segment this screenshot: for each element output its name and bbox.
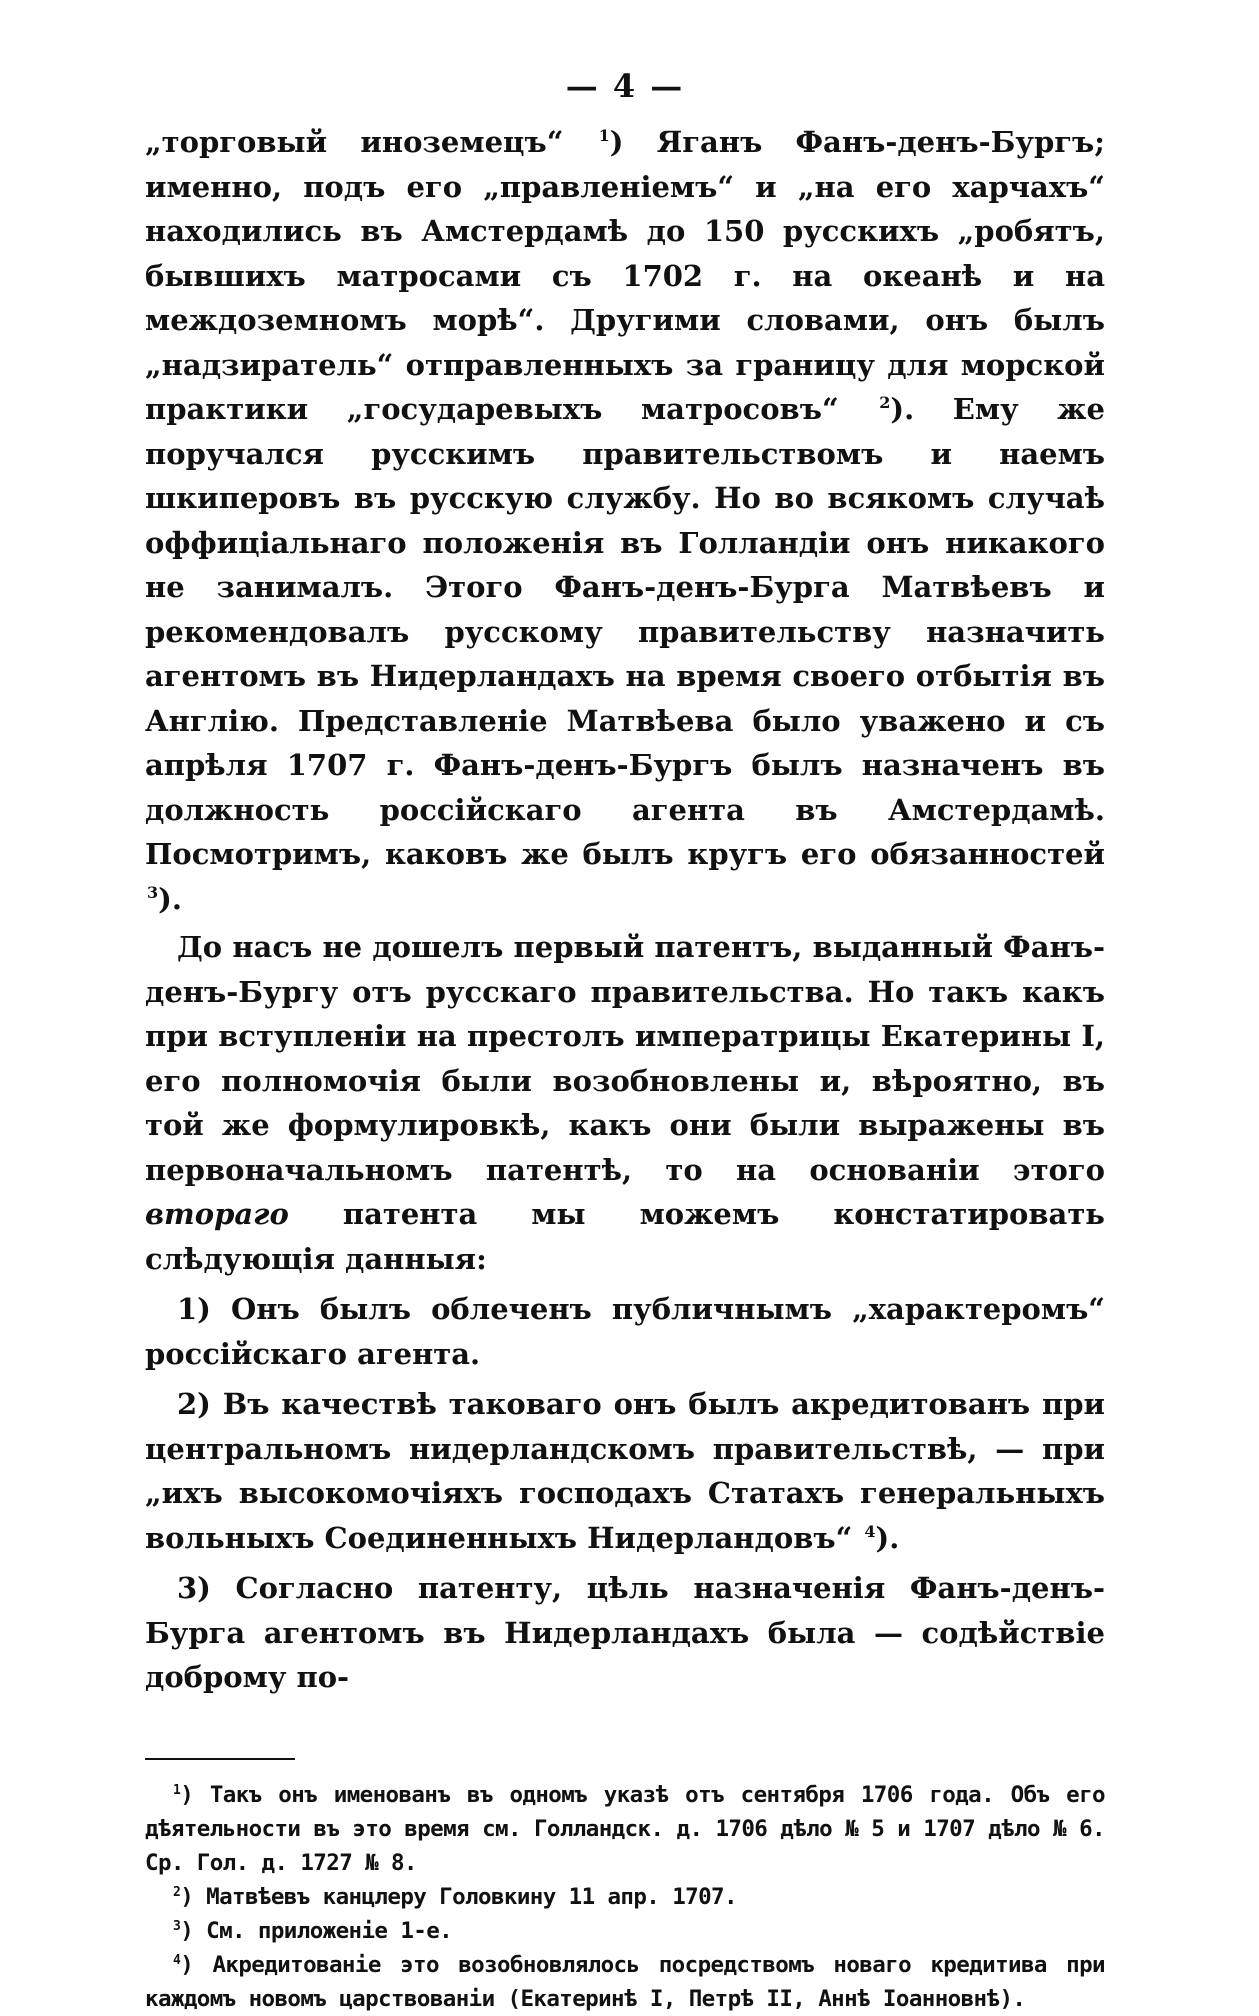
text-segment: ). Ему же поручался русскимъ правительствомъ и наемъ шкиперовъ въ русскую службу. Но во всякомъ случаѣ оффиціальнаго положенія въ Голландіи онъ никакого не занималъ. Этого Фанъ-денъ-Бурга Матвѣевъ и рекомендовалъ русскому правительству назначить агентомъ въ Нидерландахъ на время своего отбытія въ Англію. Представленіе Матвѣева было уважено и съ апрѣля 1707 г. Фанъ-денъ-Бургъ былъ назначенъ въ должность россійскаго агента въ Амстердамѣ. Посмотримъ, каковъ же былъ кругъ его обязанностей (145, 392, 1105, 871)
italic-word: втораго (145, 1197, 289, 1231)
paragraph-2 (145, 925, 1105, 1281)
footnote-text: ) Матвѣевъ канцлеру Головкину 11 апр. 1707. (180, 1883, 737, 1910)
footnote-ref-1: 1 (598, 126, 610, 145)
footnote-ref-4: 4 (864, 1521, 876, 1541)
text-segment: ). (875, 1520, 900, 1555)
footnote-mark: 4 (173, 1952, 181, 1968)
footnote-text: ) См. приложеніе 1-е. (180, 1917, 453, 1944)
page-number: — 4 — (565, 67, 685, 105)
list-item-1 (145, 1287, 1105, 1376)
footnote-mark: 2 (173, 1884, 181, 1900)
text-segment: патента мы можемъ констатировать слѣдующія данныя: (145, 1197, 1105, 1276)
text-segment: ). (158, 881, 182, 916)
footnote-2 (145, 1880, 1105, 1914)
text-segment: До насъ не дошелъ первый патентъ, выданный Фанъ-денъ-Бургу отъ русскаго правительства. Но такъ какъ при вступленіи на престолъ императрицы Екатерины I, его полномочія были возобновлены и, вѣроятно, въ той же формулировкѣ, какъ они были выражены въ первоначальномъ патентѣ, то на основаніи этого (145, 930, 1105, 1187)
footnote-ref-3: 3 (147, 882, 159, 902)
text-segment: ) Яганъ Фанъ-денъ-Бургъ; именно, подъ его „правленіемъ“ и „на его харчахъ“ находились въ Амстердамѣ до 150 русскихъ „робятъ, бывшихъ матросами съ 1702 г. на океанѣ и на междоземномъ морѣ“. Другими словами, онъ былъ „надзиратель“ отправленныхъ за границу для морской практики „государевыхъ матросовъ“ (145, 125, 1105, 426)
text-segment: „торговый иноземецъ“ (145, 125, 597, 159)
footnote-text: ) Такъ онъ именованъ въ одномъ указѣ отъ сентября 1706 года. Объ его дѣятельности въ это время см. Голландск. д. 1706 дѣло № 5 и 1707 дѣло № 6. Ср. Гол. д. 1727 № 8. (145, 1781, 1105, 1876)
text-segment: 3) Согласно патенту, цѣль назначенія Фанъ-денъ-Бурга агентомъ въ Нидерландахъ была — содѣйствіе доброму по- (145, 1571, 1105, 1694)
paragraph-1 (145, 120, 1105, 921)
text-segment: 2) Въ качествѣ таковаго онъ былъ акредитованъ при центральномъ нидерландскомъ правительствѣ, — при „ихъ высокомочіяхъ господахъ Статахъ генеральныхъ вольныхъ Соединенныхъ Нидерландовъ“ (145, 1387, 1105, 1555)
footnote-divider (145, 1758, 295, 1760)
footnote-1 (145, 1778, 1105, 1880)
footnote-3 (145, 1914, 1105, 1948)
footnote-mark: 3 (173, 1918, 181, 1934)
text-segment: 1) Онъ былъ облеченъ публичнымъ „характеромъ“ россійскаго агента. (145, 1292, 1105, 1371)
footnote-ref-2: 2 (879, 393, 891, 412)
footnote-mark: 1 (173, 1782, 181, 1798)
footnote-4 (145, 1948, 1105, 2016)
list-item-2 (145, 1382, 1105, 1560)
list-item-3 (145, 1566, 1105, 1700)
main-text (145, 120, 1105, 1700)
footnote-text: ) Акредитованіе это возобновлялось посредствомъ новаго кредитива при каждомъ новомъ царствованіи (Екатеринѣ I, Петрѣ II, Аннѣ Іоанновнѣ). (145, 1951, 1105, 2012)
document-page (145, 67, 1105, 2012)
footnotes (145, 1778, 1105, 2016)
